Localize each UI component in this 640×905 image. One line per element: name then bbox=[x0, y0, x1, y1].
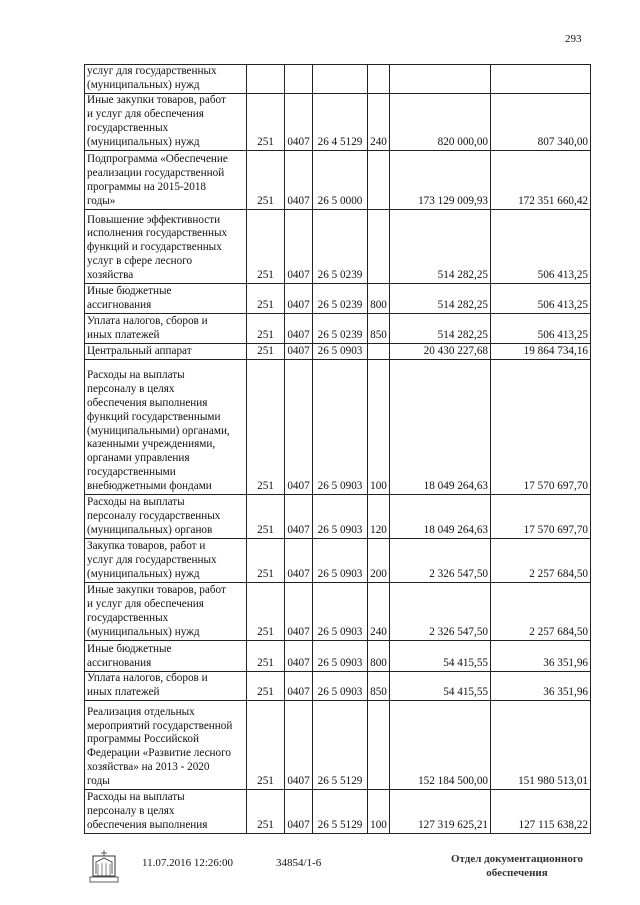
cell-vr: 120 bbox=[368, 494, 390, 538]
cell-vr: 200 bbox=[368, 538, 390, 582]
cell-name: Повышение эффективности исполнения государственных функций и государственных услуг в сфере лесного хозяйства bbox=[85, 209, 247, 283]
cell-amount-1: 18 049 264,63 bbox=[390, 494, 491, 538]
cell-amount-1: 54 415,55 bbox=[390, 671, 491, 700]
cell-cs: 26 5 0903 bbox=[313, 343, 368, 359]
cell-ved: 251 bbox=[247, 494, 285, 538]
table-row bbox=[85, 209, 591, 283]
cell-vr bbox=[368, 209, 390, 283]
cell-name: Центральный аппарат bbox=[85, 343, 247, 359]
cell-amount-1: 152 184 500,00 bbox=[390, 700, 491, 789]
cell-name: Расходы на выплаты персоналу государственных (муниципальных) органов bbox=[85, 494, 247, 538]
cell-ved: 251 bbox=[247, 359, 285, 494]
cell-cs: 26 5 5129 bbox=[313, 700, 368, 789]
cell-ved: 251 bbox=[247, 313, 285, 343]
cell-amount-1: 127 319 625,21 bbox=[390, 789, 491, 833]
cell-amount-1: 18 049 264,63 bbox=[390, 359, 491, 494]
cell-vr: 240 bbox=[368, 582, 390, 640]
cell-rz: 0407 bbox=[285, 313, 313, 343]
cell-vr bbox=[368, 65, 390, 94]
cell-cs: 26 5 0903 bbox=[313, 538, 368, 582]
cell-vr bbox=[368, 343, 390, 359]
budget-table bbox=[84, 64, 591, 834]
cell-vr: 240 bbox=[368, 93, 390, 150]
cell-ved: 251 bbox=[247, 209, 285, 283]
cell-vr: 800 bbox=[368, 283, 390, 313]
cell-amount-1: 54 415,55 bbox=[390, 640, 491, 671]
cell-ved: 251 bbox=[247, 538, 285, 582]
coat-of-arms-logo bbox=[86, 846, 122, 886]
cell-ved: 251 bbox=[247, 640, 285, 671]
cell-amount-2: 151 980 513,01 bbox=[491, 700, 591, 789]
cell-amount-2: 2 257 684,50 bbox=[491, 538, 591, 582]
cell-vr: 850 bbox=[368, 313, 390, 343]
cell-rz: 0407 bbox=[285, 582, 313, 640]
cell-amount-1: 2 326 547,50 bbox=[390, 582, 491, 640]
cell-ved: 251 bbox=[247, 671, 285, 700]
cell-amount-2: 506 413,25 bbox=[491, 313, 591, 343]
table-row bbox=[85, 343, 591, 359]
cell-ved: 251 bbox=[247, 700, 285, 789]
cell-ved: 251 bbox=[247, 93, 285, 150]
cell-rz: 0407 bbox=[285, 640, 313, 671]
cell-cs bbox=[313, 65, 368, 94]
table-row bbox=[85, 494, 591, 538]
cell-amount-2: 17 570 697,70 bbox=[491, 494, 591, 538]
cell-rz bbox=[285, 65, 313, 94]
cell-vr: 800 bbox=[368, 640, 390, 671]
table-row bbox=[85, 283, 591, 313]
footer-datetime: 11.07.2016 12:26:00 bbox=[142, 857, 233, 869]
table-row bbox=[85, 789, 591, 833]
table-row bbox=[85, 671, 591, 700]
cell-amount-2: 506 413,25 bbox=[491, 209, 591, 283]
cell-cs: 26 5 0239 bbox=[313, 209, 368, 283]
table-row bbox=[85, 93, 591, 150]
cell-vr: 100 bbox=[368, 789, 390, 833]
cell-cs: 26 5 5129 bbox=[313, 789, 368, 833]
cell-amount-2: 19 864 734,16 bbox=[491, 343, 591, 359]
cell-rz: 0407 bbox=[285, 494, 313, 538]
cell-name: услуг для государственных (муниципальных) нужд bbox=[85, 65, 247, 94]
cell-cs: 26 5 0903 bbox=[313, 494, 368, 538]
cell-cs: 26 4 5129 bbox=[313, 93, 368, 150]
cell-name: Иные бюджетные ассигнования bbox=[85, 283, 247, 313]
cell-name: Реализация отдельных мероприятий государственной программы Российской Федерации «Развитие лесного хозяйства» на 2013 - 2020 годы bbox=[85, 700, 247, 789]
cell-rz: 0407 bbox=[285, 700, 313, 789]
footer-department bbox=[432, 852, 602, 880]
cell-cs: 26 5 0903 bbox=[313, 671, 368, 700]
cell-name: Подпрограмма «Обеспечение реализации государственной программы на 2015-2018 годы» bbox=[85, 150, 247, 209]
cell-ved: 251 bbox=[247, 283, 285, 313]
cell-amount-2: 36 351,96 bbox=[491, 640, 591, 671]
table-row bbox=[85, 538, 591, 582]
cell-name: Иные закупки товаров, работ и услуг для обеспечения государственных (муниципальных) нужд bbox=[85, 93, 247, 150]
cell-cs: 26 5 0903 bbox=[313, 359, 368, 494]
table-row bbox=[85, 700, 591, 789]
cell-amount-2: 506 413,25 bbox=[491, 283, 591, 313]
cell-amount-2: 36 351,96 bbox=[491, 671, 591, 700]
cell-ved: 251 bbox=[247, 343, 285, 359]
footer-department-line2: обеспечения bbox=[486, 867, 548, 879]
table-row bbox=[85, 150, 591, 209]
table-row bbox=[85, 582, 591, 640]
cell-name: Уплата налогов, сборов и иных платежей bbox=[85, 313, 247, 343]
cell-name: Иные закупки товаров, работ и услуг для обеспечения государственных (муниципальных) нужд bbox=[85, 582, 247, 640]
cell-amount-1 bbox=[390, 65, 491, 94]
cell-vr: 100 bbox=[368, 359, 390, 494]
cell-amount-2 bbox=[491, 65, 591, 94]
cell-amount-2: 17 570 697,70 bbox=[491, 359, 591, 494]
cell-rz: 0407 bbox=[285, 671, 313, 700]
cell-amount-2: 2 257 684,50 bbox=[491, 582, 591, 640]
cell-amount-2: 807 340,00 bbox=[491, 93, 591, 150]
cell-ved: 251 bbox=[247, 582, 285, 640]
cell-cs: 26 5 0903 bbox=[313, 582, 368, 640]
cell-rz: 0407 bbox=[285, 93, 313, 150]
cell-ved bbox=[247, 65, 285, 94]
cell-rz: 0407 bbox=[285, 789, 313, 833]
cell-rz: 0407 bbox=[285, 150, 313, 209]
page-number: 293 bbox=[565, 33, 582, 45]
cell-cs: 26 5 0239 bbox=[313, 283, 368, 313]
cell-cs: 26 5 0903 bbox=[313, 640, 368, 671]
cell-vr bbox=[368, 150, 390, 209]
cell-name: Закупка товаров, работ и услуг для государственных (муниципальных) нужд bbox=[85, 538, 247, 582]
cell-amount-1: 20 430 227,68 bbox=[390, 343, 491, 359]
cell-vr bbox=[368, 700, 390, 789]
cell-name: Расходы на выплаты персоналу в целях обеспечения выполнения функций государственными (муниципальными) органами, казенными учреждениями, органами управления государственными внебюджетными фондами bbox=[85, 359, 247, 494]
cell-amount-1: 820 000,00 bbox=[390, 93, 491, 150]
footer-doc-code: 34854/1-6 bbox=[276, 857, 322, 869]
cell-name: Уплата налогов, сборов и иных платежей bbox=[85, 671, 247, 700]
table-row bbox=[85, 359, 591, 494]
cell-rz: 0407 bbox=[285, 538, 313, 582]
cell-rz: 0407 bbox=[285, 283, 313, 313]
cell-amount-1: 2 326 547,50 bbox=[390, 538, 491, 582]
footer-department-line1: Отдел документационного bbox=[450, 853, 584, 865]
cell-ved: 251 bbox=[247, 150, 285, 209]
cell-amount-1: 514 282,25 bbox=[390, 283, 491, 313]
table-row bbox=[85, 65, 591, 94]
table-row bbox=[85, 640, 591, 671]
cell-rz: 0407 bbox=[285, 343, 313, 359]
cell-amount-2: 172 351 660,42 bbox=[491, 150, 591, 209]
cell-cs: 26 5 0239 bbox=[313, 313, 368, 343]
cell-rz: 0407 bbox=[285, 209, 313, 283]
cell-cs: 26 5 0000 bbox=[313, 150, 368, 209]
cell-amount-1: 173 129 009,93 bbox=[390, 150, 491, 209]
cell-ved: 251 bbox=[247, 789, 285, 833]
cell-vr: 850 bbox=[368, 671, 390, 700]
table-row bbox=[85, 313, 591, 343]
cell-amount-2: 127 115 638,22 bbox=[491, 789, 591, 833]
cell-name: Расходы на выплаты персоналу в целях обеспечения выполнения bbox=[85, 789, 247, 833]
cell-name: Иные бюджетные ассигнования bbox=[85, 640, 247, 671]
cell-rz: 0407 bbox=[285, 359, 313, 494]
cell-amount-1: 514 282,25 bbox=[390, 313, 491, 343]
cell-amount-1: 514 282,25 bbox=[390, 209, 491, 283]
